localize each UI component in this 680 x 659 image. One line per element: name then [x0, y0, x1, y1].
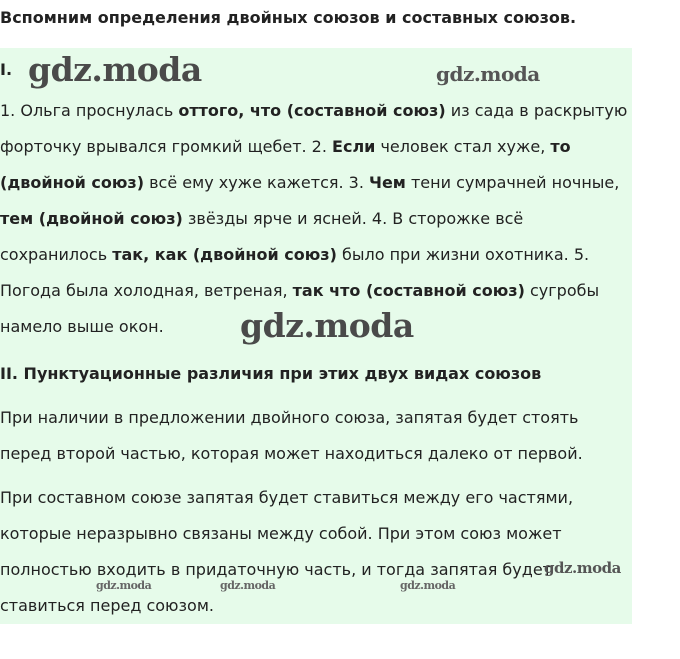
- conjunction-ottogo-chto: оттого, что (составной союз): [178, 101, 446, 120]
- section-2-paragraph-1: При наличии в предложении двойного союза, запятая будет стоять перед второй частью, которая может находиться далеко от первой.: [0, 408, 583, 463]
- watermark-logo: gdz.moda: [436, 62, 540, 86]
- answer-panel: [0, 48, 632, 624]
- watermark-logo: gdz.moda: [240, 306, 414, 345]
- sentence-1-start: 1. Ольга проснулась: [0, 101, 179, 120]
- sentence-2-middle: человек стал хуже,: [375, 137, 551, 156]
- section-2-paragraph-2: При составном союзе запятая будет ставиться между его частями, которые неразрывно связаны между собой. При этом союз может полностью входить в придаточную часть, и тогда запятая будет ставиться перед союзом.: [0, 488, 574, 615]
- sentence-1-end: из сада в раскрытую форточку врывался громкий щебет. 2.: [0, 101, 628, 156]
- conjunction-tak-chto: так что (составной союз): [292, 281, 525, 300]
- watermark-logo: gdz.moda: [400, 579, 456, 592]
- conjunction-chem: Чем: [369, 173, 406, 192]
- conjunction-tak-kak: так, как (двойной союз): [112, 245, 337, 264]
- page-heading: Вспомним определения двойных союзов и составных союзов.: [0, 8, 577, 27]
- watermark-logo: gdz.moda: [220, 579, 276, 592]
- section-1-number: I.: [0, 60, 13, 79]
- sentence-5-end: сугробы намело выше окон.: [0, 281, 600, 336]
- sentence-3-middle: тени сумрачней ночные,: [405, 173, 620, 192]
- watermark-logo: gdz.moda: [544, 559, 621, 577]
- watermark-logo: gdz.moda: [96, 579, 152, 592]
- sentence-4-end: было при жизни охотника. 5. Погода была холодная, ветреная,: [0, 245, 590, 300]
- conjunction-to: то (двойной союз): [0, 137, 571, 192]
- section-2-title: II. Пунктуационные различия при этих двух видах союзов: [0, 364, 542, 383]
- conjunction-esli: Если: [332, 137, 376, 156]
- conjunction-tem: тем (двойной союз): [0, 209, 183, 228]
- watermark-logo: gdz.moda: [28, 50, 202, 89]
- sentence-3-end: звёзды ярче и ясней. 4. В сторожке всё сохранилось: [0, 209, 524, 264]
- sentence-2-end: всё ему хуже кажется. 3.: [144, 173, 370, 192]
